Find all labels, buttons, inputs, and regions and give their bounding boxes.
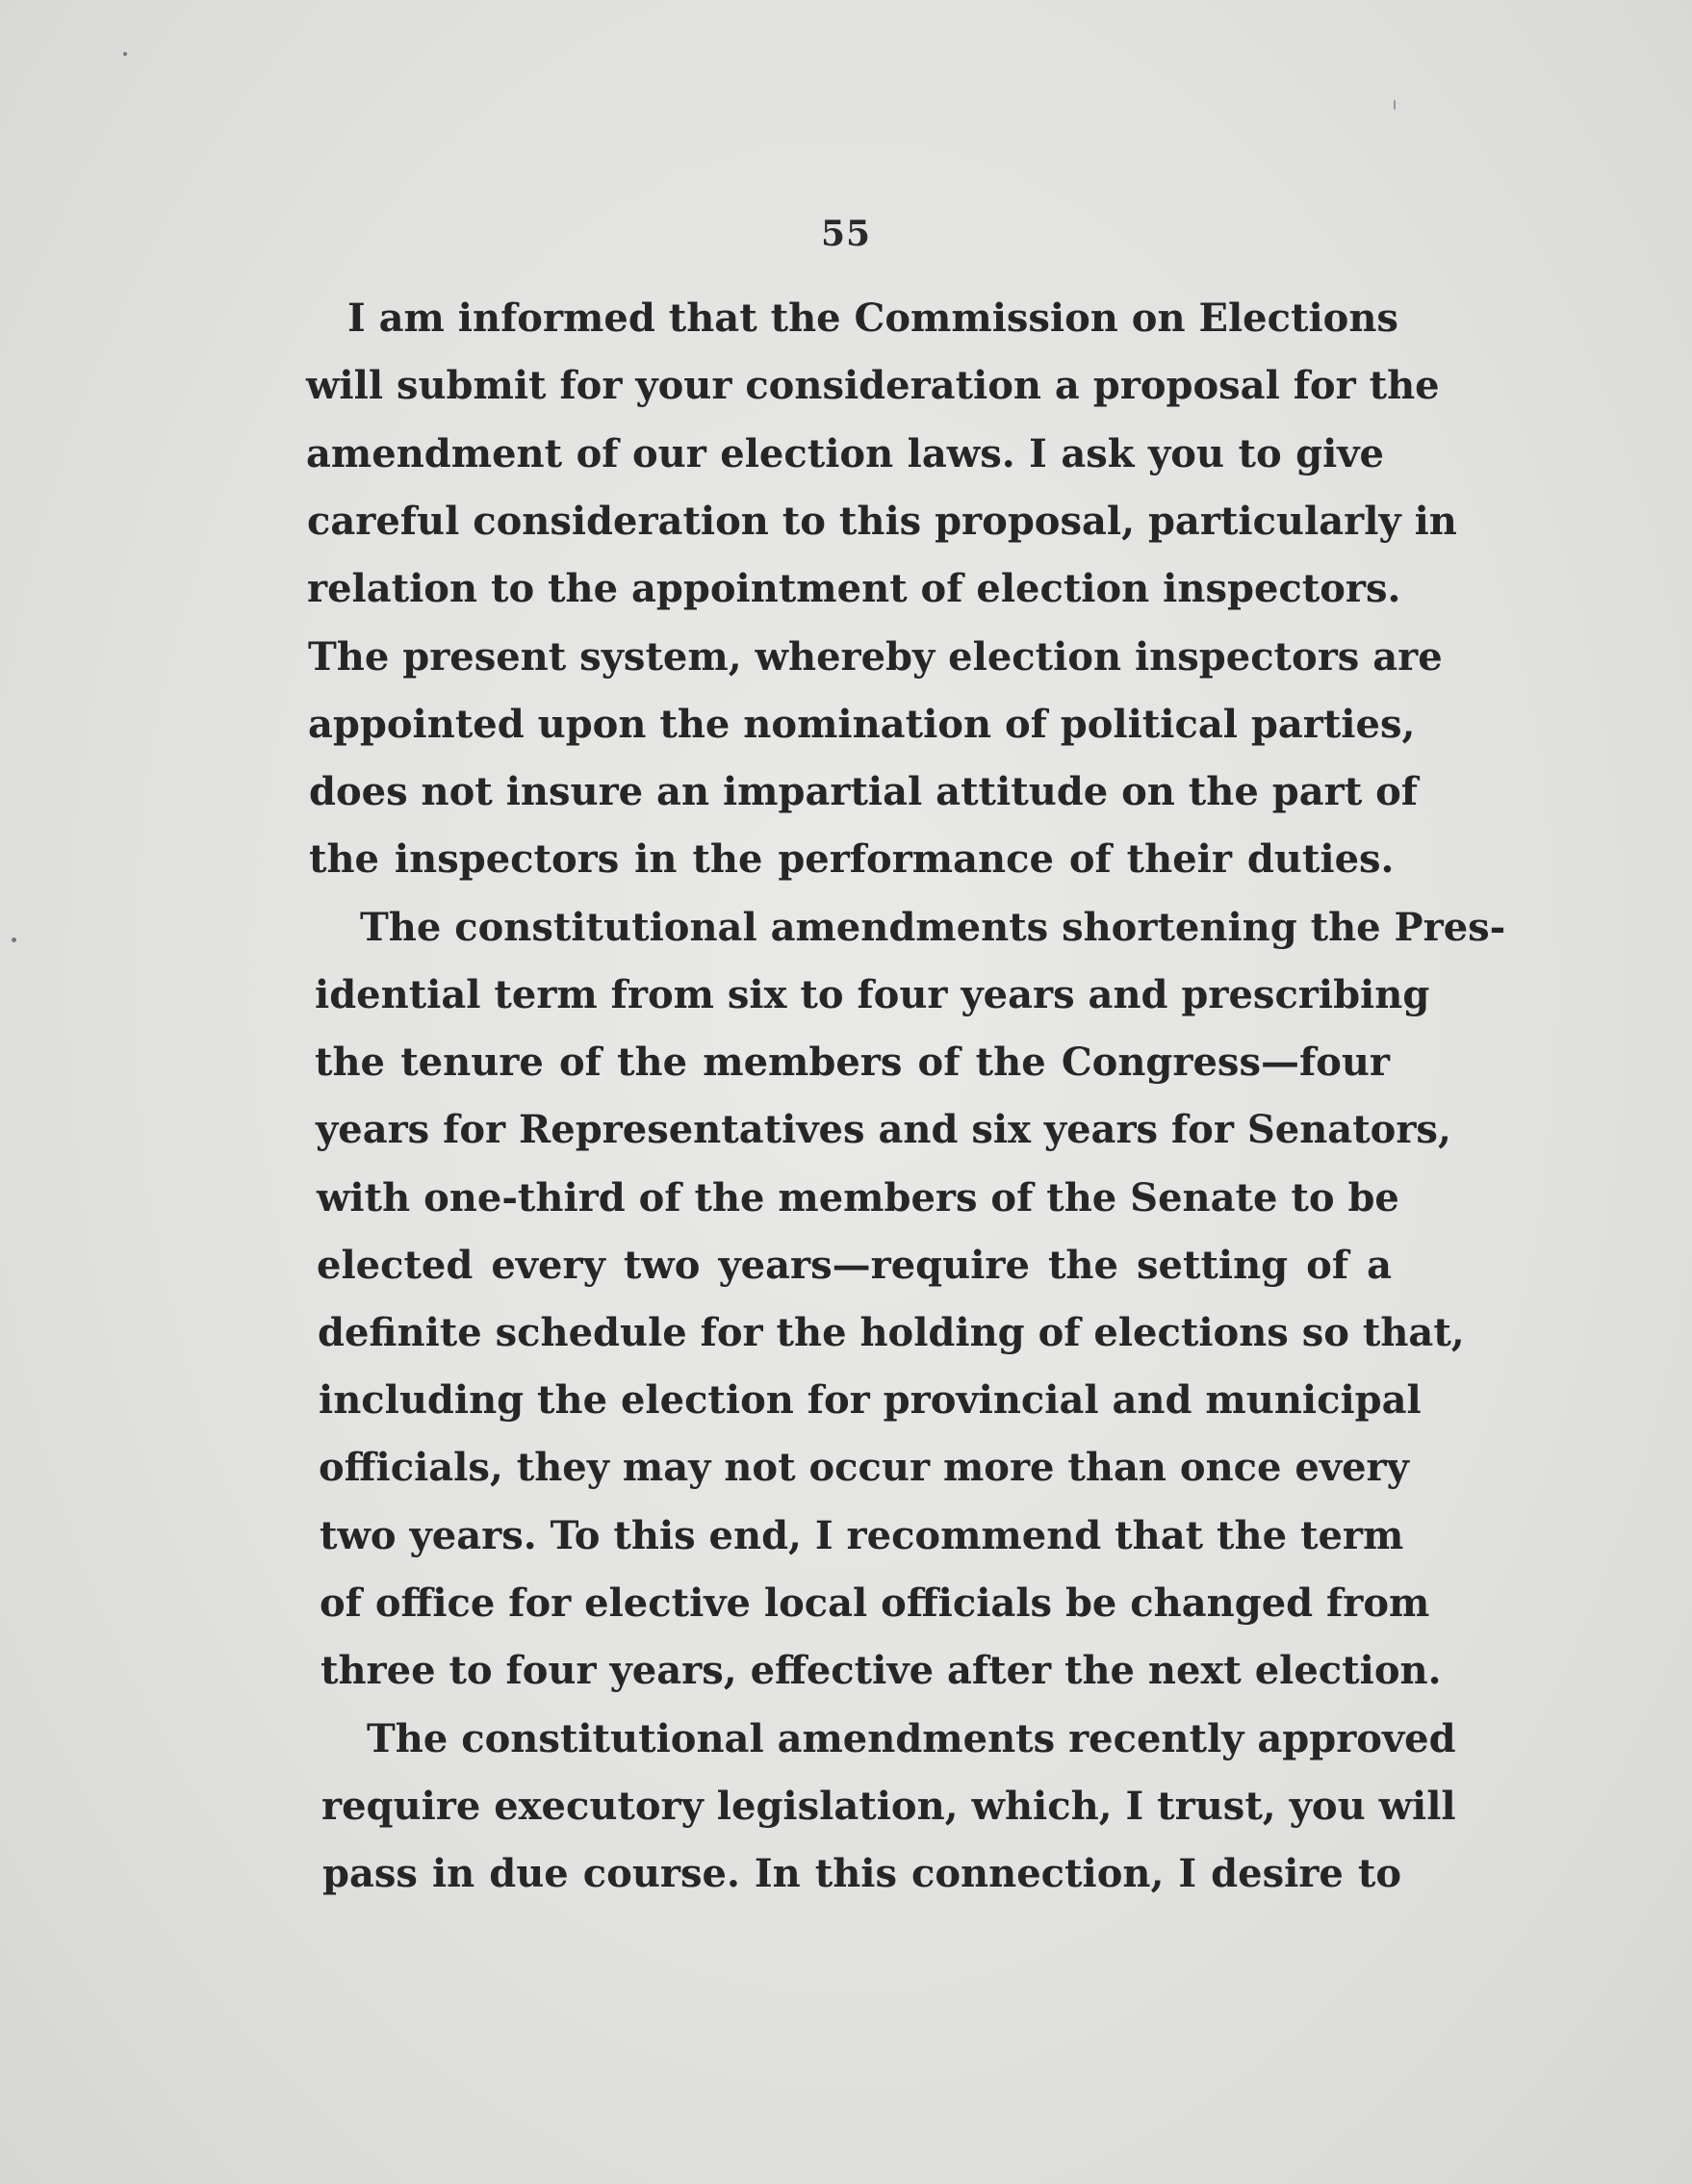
text-line: careful consideration to this proposal, particularly in (307, 499, 1457, 544)
text-line: will submit for your consideration a proposal for the (306, 363, 1440, 408)
paper-speck (123, 52, 127, 56)
text-line: appointed upon the nomination of political parties, (308, 702, 1416, 747)
text-line: The present system, whereby election inspectors are (308, 634, 1443, 680)
text-line: including the election for provincial and municipal (319, 1377, 1422, 1423)
page-number: 55 (820, 214, 872, 254)
text-line: the inspectors in the performance of their duties. (309, 836, 1395, 882)
text-line: does not insure an impartial attitude on the part of (309, 769, 1418, 814)
text-line: elected every two years—require the setting of a (317, 1243, 1392, 1288)
text-line: three to four years, effective after the next election. (320, 1648, 1442, 1693)
text-line: I am informed that the Commission on Elections (347, 295, 1398, 341)
text-line: of office for elective local officials be changed from (320, 1580, 1430, 1626)
text-line: the tenure of the members of the Congress—four (315, 1040, 1390, 1085)
text-line: The constitutional amendments recently approved (367, 1716, 1456, 1761)
text-line: relation to the appointment of election inspectors. (307, 566, 1401, 611)
text-line: years for Representatives and six years for Senators, (316, 1107, 1451, 1152)
text-line: idential term from six to four years and prescribing (315, 972, 1430, 1017)
text-line: officials, they may not occur more than once every (319, 1445, 1409, 1490)
text-line: require executory legislation, which, I trust, you will (321, 1784, 1456, 1829)
text-line: pass in due course. In this connection, I desire to (322, 1851, 1401, 1896)
text-line: with one-third of the members of the Senate to be (317, 1175, 1399, 1220)
paper-speck (1394, 100, 1396, 110)
text-line: amendment of our election laws. I ask you to give (306, 431, 1384, 476)
text-line: The constitutional amendments shortening the Pres- (360, 905, 1506, 950)
text-line: two years. To this end, I recommend that the term (320, 1513, 1404, 1558)
text-line: definite schedule for the holding of elections so that, (318, 1310, 1465, 1355)
paper-speck (12, 938, 16, 942)
